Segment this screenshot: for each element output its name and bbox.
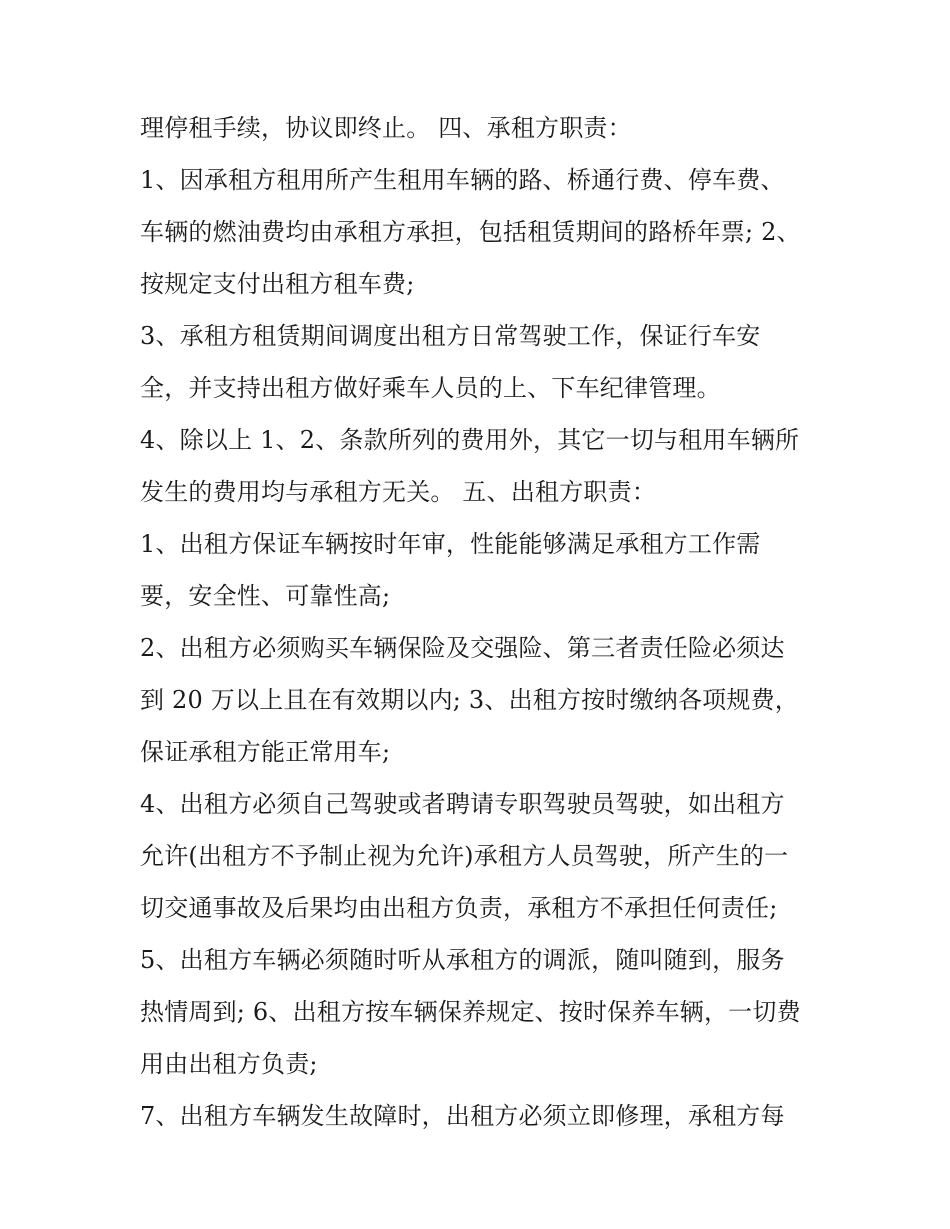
text-line: 4、除以上 1、2、条款所列的费用外，其它一切与租用车辆所	[140, 426, 800, 454]
text-line: 2、出租方必须购买车辆保险及交强险、第三者责任险必须达	[140, 634, 785, 662]
text-line: 用由出租方负责;	[140, 1050, 318, 1078]
text-line: 5、出租方车辆必须随时听从承租方的调派，随叫随到，服务	[140, 946, 785, 974]
text-line: 理停租手续，协议即终止。 四、承租方职责：	[140, 114, 632, 142]
text-line: 1、因承租方租用所产生租用车辆的路、桥通行费、停车费、	[140, 166, 785, 194]
text-line: 发生的费用均与承租方无关。 五、出租方职责：	[140, 478, 657, 506]
text-line: 3、承租方租赁期间调度出租方日常驾驶工作，保证行车安	[140, 322, 761, 350]
text-line: 到 20 万以上且在有效期以内; 3、出租方按时缴纳各项规费，	[140, 686, 799, 714]
text-line: 切交通事故及后果均由出租方负责，承租方不承担任何责任;	[140, 894, 778, 922]
text-line: 1、出租方保证车辆按时年审，性能能够满足承租方工作需	[140, 530, 761, 558]
text-line: 按规定支付出租方租车费;	[140, 270, 415, 298]
text-line: 全，并支持出租方做好乘车人员的上、下车纪律管理。	[140, 374, 721, 402]
text-line: 保证承租方能正常用车;	[140, 738, 391, 766]
text-line: 热情周到; 6、出租方按车辆保养规定、按时保养车辆，一切费	[140, 998, 801, 1026]
text-line: 7、出租方车辆发生故障时，出租方必须立即修理，承租方每	[140, 1102, 785, 1130]
text-line: 车辆的燃油费均由承租方承担，包括租赁期间的路桥年票; 2、	[140, 218, 801, 246]
text-line: 要，安全性、可靠性高;	[140, 582, 391, 610]
text-line: 4、出租方必须自己驾驶或者聘请专职驾驶员驾驶，如出租方	[140, 790, 785, 818]
text-line: 允许(出租方不予制止视为允许)承租方人员驾驶，所产生的一	[140, 842, 789, 870]
